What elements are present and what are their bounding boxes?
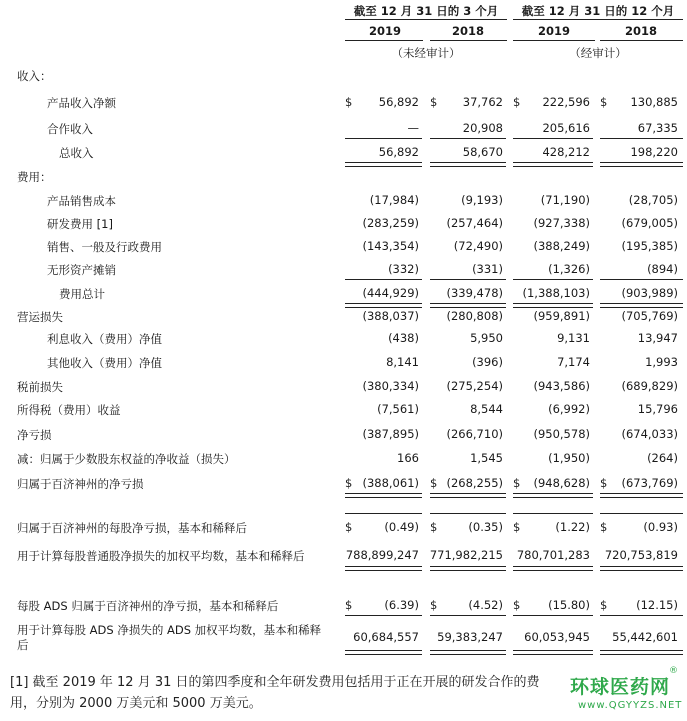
table-cell-value: 9,131 [557,331,590,345]
watermark-registered-icon: ® [669,666,678,676]
currency-symbol: $ [513,520,521,534]
footnote-line-2: 用，分别为 2000 万美元和 5000 万美元。 [10,696,262,711]
total-double-rule [345,162,422,167]
table-cell-value: (257,464) [446,216,503,230]
table-cell-value: 198,220 [630,145,678,159]
total-double-rule [430,493,506,498]
currency-symbol: $ [513,476,521,490]
table-cell-value: 55,442,601 [612,630,678,644]
row-label: 收入： [17,69,52,83]
row-label: 总收入 [59,146,94,160]
total-double-rule [430,303,506,308]
total-double-rule [345,303,422,308]
table-cell-value: (7,561) [377,402,419,416]
row-label: 产品销售成本 [47,194,116,208]
table-cell-value: (264) [647,451,678,465]
table-cell-value: (332) [388,262,419,276]
subtotal-rule [345,615,422,616]
year-col-4: 2018 [624,24,657,38]
table-cell-value: 7,174 [557,355,590,369]
table-cell-value: 780,701,283 [516,548,590,562]
currency-symbol: $ [600,598,608,612]
table-cell-value: (12.15) [636,598,678,612]
year-rule-2 [430,40,507,41]
subtotal-rule [513,138,593,139]
header-rule-12m [513,19,683,20]
table-cell-value: 428,212 [542,145,590,159]
table-cell-value: — [407,121,419,135]
row-label: 其他收入（费用）净值 [47,356,162,370]
total-double-rule [430,650,506,655]
subtotal-rule [600,279,683,280]
row-label: 产品收入净额 [47,96,116,110]
subtotal-rule [345,513,422,514]
table-cell-value: (388,061) [362,476,419,490]
row-label: 无形资产摊销 [47,263,116,277]
row-label: 净亏损 [17,428,52,442]
total-double-rule [345,566,422,571]
table-cell-value: 15,796 [637,402,678,416]
currency-symbol: $ [600,95,608,109]
table-cell-value: (339,478) [446,286,503,300]
table-cell-value: (943,586) [533,379,590,393]
table-cell-value: (331) [472,262,503,276]
currency-symbol: $ [430,476,438,490]
period-3m-header: 截至 12 月 31 日的 3 个月 [353,4,499,18]
audit-12m-label: （经审计） [569,46,627,60]
table-cell-value: 37,762 [462,95,503,109]
table-cell-value: (266,710) [446,427,503,441]
table-cell-value: (396) [472,355,503,369]
total-double-rule [345,650,422,655]
table-cell-value: (438) [388,331,419,345]
table-cell-value: 13,947 [637,331,678,345]
row-label: 减：归属于少数股东权益的净收益（损失） [17,452,236,466]
table-cell-value: (388,037) [362,309,419,323]
subtotal-rule [513,513,593,514]
table-cell-value: (72,490) [453,239,503,253]
table-cell-value: 59,383,247 [437,630,503,644]
year-col-2: 2018 [451,24,484,38]
table-cell-value: 205,616 [542,121,590,135]
currency-symbol: $ [345,95,353,109]
footnote-line-1: [1] 截至 2019 年 12 月 31 日的第四季度和全年研发费用包括用于正在开展的研发合作的费 [10,675,540,690]
table-cell-value: 60,053,945 [524,630,590,644]
total-double-rule [513,566,593,571]
total-double-rule [513,650,593,655]
table-cell-value: 56,892 [378,95,419,109]
table-cell-value: (380,334) [362,379,419,393]
table-cell-value: (388,249) [533,239,590,253]
table-cell-value: 20,908 [462,121,503,135]
table-cell-value: 5,950 [470,331,503,345]
table-cell-value: (0.49) [384,520,419,534]
table-cell-value: (275,254) [446,379,503,393]
table-cell-value: 130,885 [630,95,678,109]
total-double-rule [345,493,422,498]
table-cell-value: (444,929) [362,286,419,300]
total-double-rule [600,162,683,167]
table-cell-value: 1,545 [470,451,503,465]
table-cell-value: 58,670 [462,145,503,159]
table-cell-value: 67,335 [637,121,678,135]
table-cell-value: 56,892 [378,145,419,159]
row-label: 每股 ADS 归属于百济神州的净亏损，基本和稀释后 [17,599,279,613]
table-cell-value: (0.35) [468,520,503,534]
table-cell-value: 166 [397,451,419,465]
table-cell-value: (195,385) [621,239,678,253]
year-col-3: 2019 [537,24,570,38]
period-12m-header: 截至 12 月 31 日的 12 个月 [521,4,675,18]
year-rule-3 [513,40,595,41]
table-cell-value: 720,753,819 [604,548,678,562]
currency-symbol: $ [513,598,521,612]
row-label: 归属于百济神州的净亏损 [17,477,144,491]
row-label: 研发费用 [1] [47,217,113,231]
table-cell-value: (705,769) [621,309,678,323]
table-cell-value: (6,992) [548,402,590,416]
table-cell-value: 771,982,215 [429,548,503,562]
table-cell-value: (268,255) [446,476,503,490]
currency-symbol: $ [430,598,438,612]
row-label: 所得税（费用）收益 [17,403,121,417]
year-rule-1 [345,40,423,41]
currency-symbol: $ [345,520,353,534]
subtotal-rule [430,513,506,514]
table-cell-value: (959,891) [533,309,590,323]
currency-symbol: $ [600,520,608,534]
table-cell-value: (674,033) [621,427,678,441]
table-cell-value: (71,190) [540,193,590,207]
audit-3m-label: （未经审计） [391,46,461,60]
table-cell-value: (689,829) [621,379,678,393]
table-cell-value: (894) [647,262,678,276]
year-col-1: 2019 [368,24,401,38]
table-cell-value: 8,141 [386,355,419,369]
table-cell-value: (15.80) [548,598,590,612]
table-cell-value: (283,259) [362,216,419,230]
total-double-rule [600,493,683,498]
table-cell-value: (948,628) [533,476,590,490]
table-cell-value: (903,989) [621,286,678,300]
table-cell-value: (927,338) [533,216,590,230]
row-label: 销售、一般及行政费用 [47,240,162,254]
row-label: 利息收入（费用）净值 [47,332,162,346]
row-label: 用于计算每股普通股净损失的加权平均数，基本和稀释后 [17,549,305,563]
row-label-continued: 后 [17,638,29,652]
subtotal-rule [430,279,506,280]
total-double-rule [513,162,593,167]
table-cell-value: (280,808) [446,309,503,323]
row-label: 税前损失 [17,380,63,394]
total-double-rule [600,303,683,308]
total-double-rule [430,162,506,167]
row-label: 合作收入 [47,122,93,136]
table-cell-value: (1,388,103) [522,286,590,300]
table-cell-value: (143,354) [362,239,419,253]
total-double-rule [430,566,506,571]
table-cell-value: (673,769) [621,476,678,490]
header-rule-3m [345,19,507,20]
year-rule-4 [600,40,683,41]
currency-symbol: $ [513,95,521,109]
table-cell-value: (1,326) [548,262,590,276]
currency-symbol: $ [600,476,608,490]
total-double-rule [513,493,593,498]
total-double-rule [600,566,683,571]
table-cell-value: (679,005) [621,216,678,230]
table-cell-value: (9,193) [461,193,503,207]
subtotal-rule [513,279,593,280]
table-cell-value: 222,596 [542,95,590,109]
currency-symbol: $ [430,95,438,109]
subtotal-rule [345,279,422,280]
row-label: 费用总计 [59,287,105,301]
subtotal-rule [430,138,506,139]
subtotal-rule [345,138,422,139]
watermark-logo: 环球医药网 [570,676,671,698]
table-cell-value: (387,895) [362,427,419,441]
table-cell-value: (1.22) [555,520,590,534]
row-label: 用于计算每股 ADS 净损失的 ADS 加权平均数，基本和稀释 [17,623,322,637]
table-cell-value: 1,993 [645,355,678,369]
subtotal-rule [513,615,593,616]
subtotal-rule [600,138,683,139]
table-cell-value: (1,950) [548,451,590,465]
total-double-rule [600,650,683,655]
total-double-rule [513,303,593,308]
table-cell-value: 788,899,247 [345,548,419,562]
table-cell-value: (6.39) [384,598,419,612]
table-cell-value: (4.52) [468,598,503,612]
subtotal-rule [600,513,683,514]
currency-symbol: $ [430,520,438,534]
table-cell-value: 8,544 [470,402,503,416]
watermark-url: www.QGYYZS.NET [578,700,683,711]
table-cell-value: (17,984) [369,193,419,207]
subtotal-rule [600,615,683,616]
table-cell-value: (0.93) [643,520,678,534]
currency-symbol: $ [345,598,353,612]
currency-symbol: $ [345,476,353,490]
row-label: 营运损失 [17,310,63,324]
subtotal-rule [430,615,506,616]
table-cell-value: (28,705) [628,193,678,207]
table-cell-value: (950,578) [533,427,590,441]
table-cell-value: 60,684,557 [353,630,419,644]
row-label: 归属于百济神州的每股净亏损，基本和稀释后 [17,521,247,535]
row-label: 费用： [17,170,52,184]
